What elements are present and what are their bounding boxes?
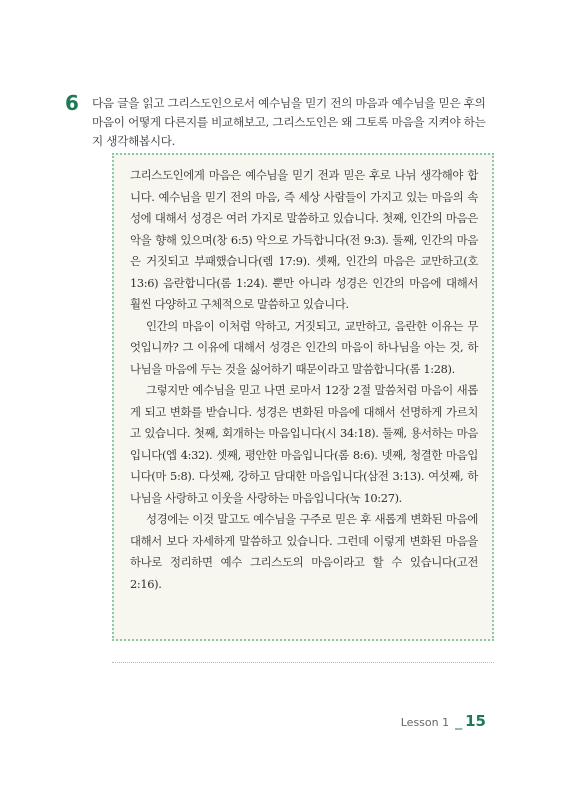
passage-box bbox=[112, 153, 494, 641]
page-number: 15 bbox=[465, 712, 486, 730]
question-number: 6 bbox=[65, 91, 79, 115]
passage-paragraph: 그렇지만 예수님을 믿고 나면 로마서 12장 2절 말씀처럼 마음이 새롭게 되고 변화를 받습니다. 성경은 변화된 마음에 대해서 선명하게 가르치고 있습니다. 첫째, 회개하는 마음입니다(시 34:18). 둘째, 용서하는 마음입니다(엡 4:32). 셋째, 평안한 마음입니다(롬 8:6). 넷째, 청결한 마음입니다(마 5:8). 다섯째, 강하고 담대한 마음입니다(삼전 3:13). 여섯째, 하나님을 사랑하고 이웃을 사랑하는 마음입니다(눅 10:27). bbox=[130, 383, 478, 505]
page-footer bbox=[401, 712, 486, 730]
passage-paragraph: 성경에는 이것 말고도 예수님을 구주로 믿은 후 새롭게 변화된 마음에 대해서 보다 자세하게 말씀하고 있습니다. 그런데 이렇게 변화된 마음을 하나로 정리하면 예수 그리스도의 마음이라고 할 수 있습니다(고전 2:16). bbox=[130, 512, 478, 591]
question-block bbox=[65, 91, 492, 151]
passage-paragraph: 인간의 마음이 이처럼 악하고, 거짓되고, 교만하고, 음란한 이유는 무엇입니까? 그 이유에 대해서 성경은 인간의 마음이 하나님을 아는 것, 하나님을 마음에 두는 것을 싫어하기 때문이라고 말씀합니다(롬 1:28). bbox=[130, 318, 478, 376]
lesson-label: Lesson 1 bbox=[400, 716, 450, 729]
footer-divider bbox=[112, 662, 494, 663]
question-text: 다음 글을 읽고 그리스도인으로서 예수님을 믿기 전의 마음과 예수님을 믿은 후의 마음이 어떻게 다른지를 비교해보고, 그리스도인은 왜 그토록 마음을 지켜야 하는지 생각해봅시다. bbox=[92, 96, 486, 148]
footer-dash: _ bbox=[455, 714, 463, 730]
passage-paragraph: 그리스도인에게 마음은 예수님을 믿기 전과 믿은 후로 나뉘 생각해야 합니다. 예수님을 믿기 전의 마음, 즉 세상 사람들이 가지고 있는 마음의 속성에 대해서 성경은 여러 가지로 말씀하고 있습니다. 첫째, 인간의 마음은 악을 향해 있으며(창 6:5) 악으로 가득합니다(전 9:3). 둘째, 인간의 마음은 거짓되고 부패했습니다(렘 17:9). 셋째, 인간의 마음은 교만하고(호 13:6) 음란합니다(롬 1:24). 뿐만 아니라 성경은 인간의 마음에 대해서 훨씬 다양하고 구체적으로 말씀하고 있습니다. bbox=[130, 168, 478, 311]
